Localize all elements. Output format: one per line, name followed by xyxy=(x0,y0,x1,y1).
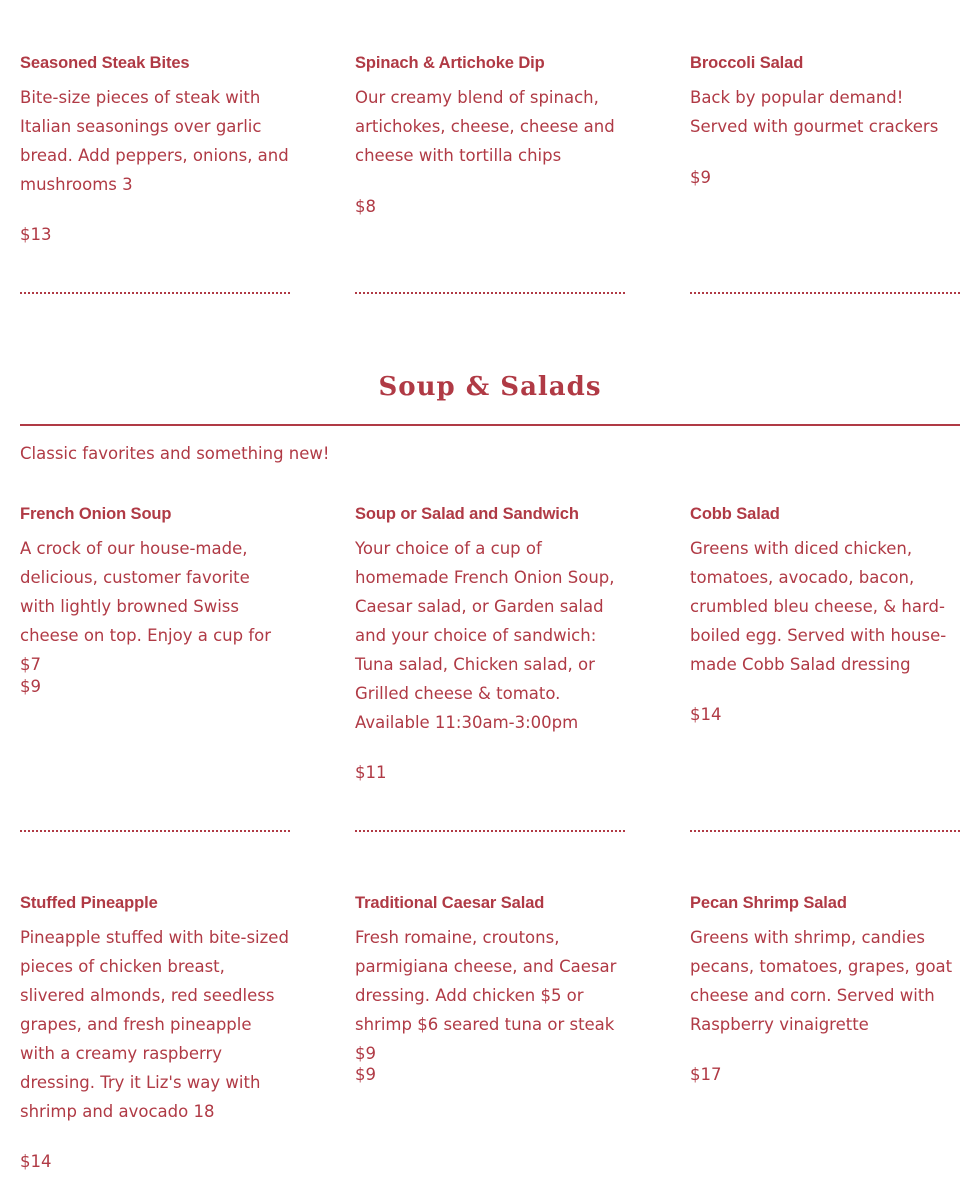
item-price: $14 xyxy=(20,1152,52,1171)
item-description: Greens with shrimp, candies pecans, tomatoes, grapes, goat cheese and corn. Served with Raspberry vinaigrette xyxy=(690,928,953,1034)
menu-item-spinach-dip xyxy=(355,53,625,216)
item-description: Fresh romaine, croutons, parmigiana cheese, and Caesar dressing. Add chicken $5 or shrimp $6 seared tuna or steak $9 xyxy=(355,928,617,1063)
item-description: Greens with diced chicken, tomatoes, avocado, bacon, crumbled bleu cheese, & hard-boiled egg. Served with house-made Cobb Salad dressing xyxy=(690,539,947,674)
item-description: Back by popular demand! Served with gourmet crackers xyxy=(690,88,939,136)
item-name: Traditional Caesar Salad xyxy=(355,894,545,912)
dotted-divider xyxy=(355,292,625,294)
item-price: $13 xyxy=(20,225,52,244)
menu-item-caesar-salad xyxy=(355,893,625,1084)
item-description: A crock of our house-made, delicious, customer favorite with lightly browned Swiss cheese on top. Enjoy a cup for $7 xyxy=(20,539,272,674)
item-description: Your choice of a cup of homemade French Onion Soup, Caesar salad, or Garden salad and your choice of sandwich: Tuna salad, Chicken salad, or Grilled cheese & tomato. Available 11:30am-3:00pm xyxy=(355,539,615,732)
item-price: $8 xyxy=(355,197,376,216)
menu-item-stuffed-pineapple xyxy=(20,893,290,1171)
item-name: Stuffed Pineapple xyxy=(20,894,158,912)
menu-item-steak-bites xyxy=(20,53,290,244)
item-name: Broccoli Salad xyxy=(690,54,804,72)
item-name: Cobb Salad xyxy=(690,505,780,523)
menu-item-cobb-salad xyxy=(690,504,960,724)
item-name: Soup or Salad and Sandwich xyxy=(355,505,579,523)
item-price: $9 xyxy=(20,677,41,696)
item-description: Pineapple stuffed with bite-sized pieces of chicken breast, slivered almonds, red seedless grapes, and fresh pineapple with a creamy raspberry dressing. Try it Liz's way with shrimp and avocado 18 xyxy=(20,928,289,1121)
section-divider xyxy=(20,424,960,426)
item-price: $17 xyxy=(690,1065,722,1084)
menu-item-pecan-shrimp-salad xyxy=(690,893,960,1084)
item-name: Pecan Shrimp Salad xyxy=(690,894,847,912)
menu-item-french-onion-soup xyxy=(20,504,290,696)
item-name: Seasoned Steak Bites xyxy=(20,54,190,72)
dotted-divider xyxy=(20,292,290,294)
item-price: $9 xyxy=(355,1065,376,1084)
section-title: Soup & Salads xyxy=(378,372,602,402)
item-description: Our creamy blend of spinach, artichokes, cheese, cheese and cheese with tortilla chips xyxy=(355,88,615,165)
menu-item-soup-salad-sandwich xyxy=(355,504,625,782)
dotted-divider xyxy=(690,292,960,294)
item-description: Bite-size pieces of steak with Italian seasonings over garlic bread. Add peppers, onions, and mushrooms 3 xyxy=(20,88,289,194)
item-name: French Onion Soup xyxy=(20,505,172,523)
dotted-divider xyxy=(20,830,290,832)
item-price: $14 xyxy=(690,705,722,724)
item-name: Spinach & Artichoke Dip xyxy=(355,54,545,72)
item-price: $11 xyxy=(355,763,387,782)
dotted-divider xyxy=(355,830,625,832)
dotted-divider xyxy=(690,830,960,832)
section-description: Classic favorites and something new! xyxy=(20,444,330,463)
menu-item-broccoli-salad xyxy=(690,53,960,187)
item-price: $9 xyxy=(690,168,711,187)
